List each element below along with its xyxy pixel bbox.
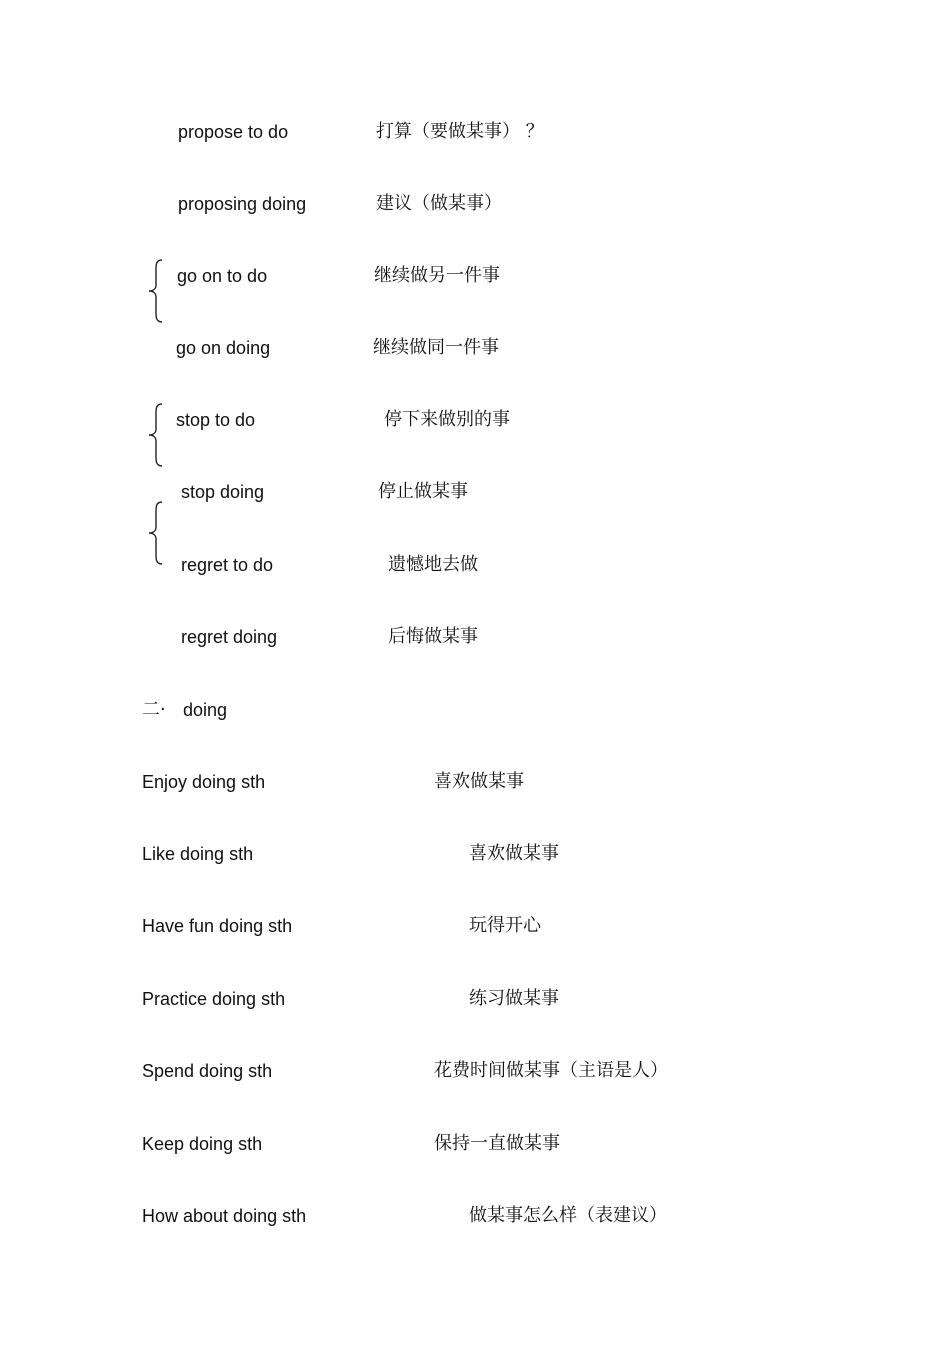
phrase-english: Enjoy doing sth (142, 772, 266, 792)
phrase-english: go on to do (177, 266, 268, 286)
phrase-chinese: 练习做某事 (469, 988, 559, 1009)
phrase-row (0, 984, 950, 1014)
phrase-row (0, 622, 950, 652)
phrase-row (0, 117, 950, 147)
section-heading (0, 695, 950, 725)
phrase-chinese: 建议（做某事） (376, 193, 502, 214)
phrase-row (0, 1129, 950, 1159)
phrase-english: proposing doing (178, 194, 307, 214)
phrase-english: Keep doing sth (142, 1134, 263, 1154)
phrase-english: go on doing (176, 338, 271, 358)
phrase-chinese: 做某事怎么样（表建议） (469, 1205, 667, 1226)
phrase-row (0, 405, 950, 435)
phrase-chinese: 喜欢做某事 (469, 843, 559, 864)
phrase-row (0, 1056, 950, 1086)
phrase-row (0, 911, 950, 941)
phrase-chinese: 停止做某事 (378, 481, 468, 502)
phrase-chinese: 保持一直做某事 (434, 1133, 560, 1154)
phrase-row (0, 1201, 950, 1231)
phrase-row (0, 477, 950, 507)
phrase-chinese: 后悔做某事 (388, 626, 478, 647)
phrase-chinese: 玩得开心 (469, 915, 541, 936)
phrase-english: Have fun doing sth (142, 916, 293, 936)
phrase-chinese: 喜欢做某事 (434, 771, 524, 792)
phrase-row (0, 333, 950, 363)
phrase-english: Practice doing sth (142, 989, 286, 1009)
phrase-english: propose to do (178, 122, 289, 142)
phrase-chinese: 继续做同一件事 (373, 337, 499, 358)
phrase-chinese: 停下来做别的事 (384, 409, 510, 430)
phrase-row (0, 550, 950, 580)
phrase-row (0, 839, 950, 869)
section-title: doing (183, 700, 228, 720)
phrase-english: regret to do (181, 555, 274, 575)
section-number: 二· (142, 699, 166, 720)
phrase-chinese: 遗憾地去做 (388, 554, 478, 575)
phrase-english: stop to do (176, 410, 256, 430)
phrase-chinese: 花费时间做某事（主语是人） (434, 1060, 668, 1081)
phrase-english: stop doing (181, 482, 265, 502)
phrase-row (0, 767, 950, 797)
phrase-chinese: 打算（要做某事） ？ (376, 121, 544, 142)
phrase-english: How about doing sth (142, 1206, 307, 1226)
phrase-english: Spend doing sth (142, 1061, 273, 1081)
phrase-row (0, 189, 950, 219)
phrase-chinese: 继续做另一件事 (374, 265, 500, 286)
phrase-row (0, 261, 950, 291)
phrase-english: regret doing (181, 627, 278, 647)
phrase-english: Like doing sth (142, 844, 254, 864)
